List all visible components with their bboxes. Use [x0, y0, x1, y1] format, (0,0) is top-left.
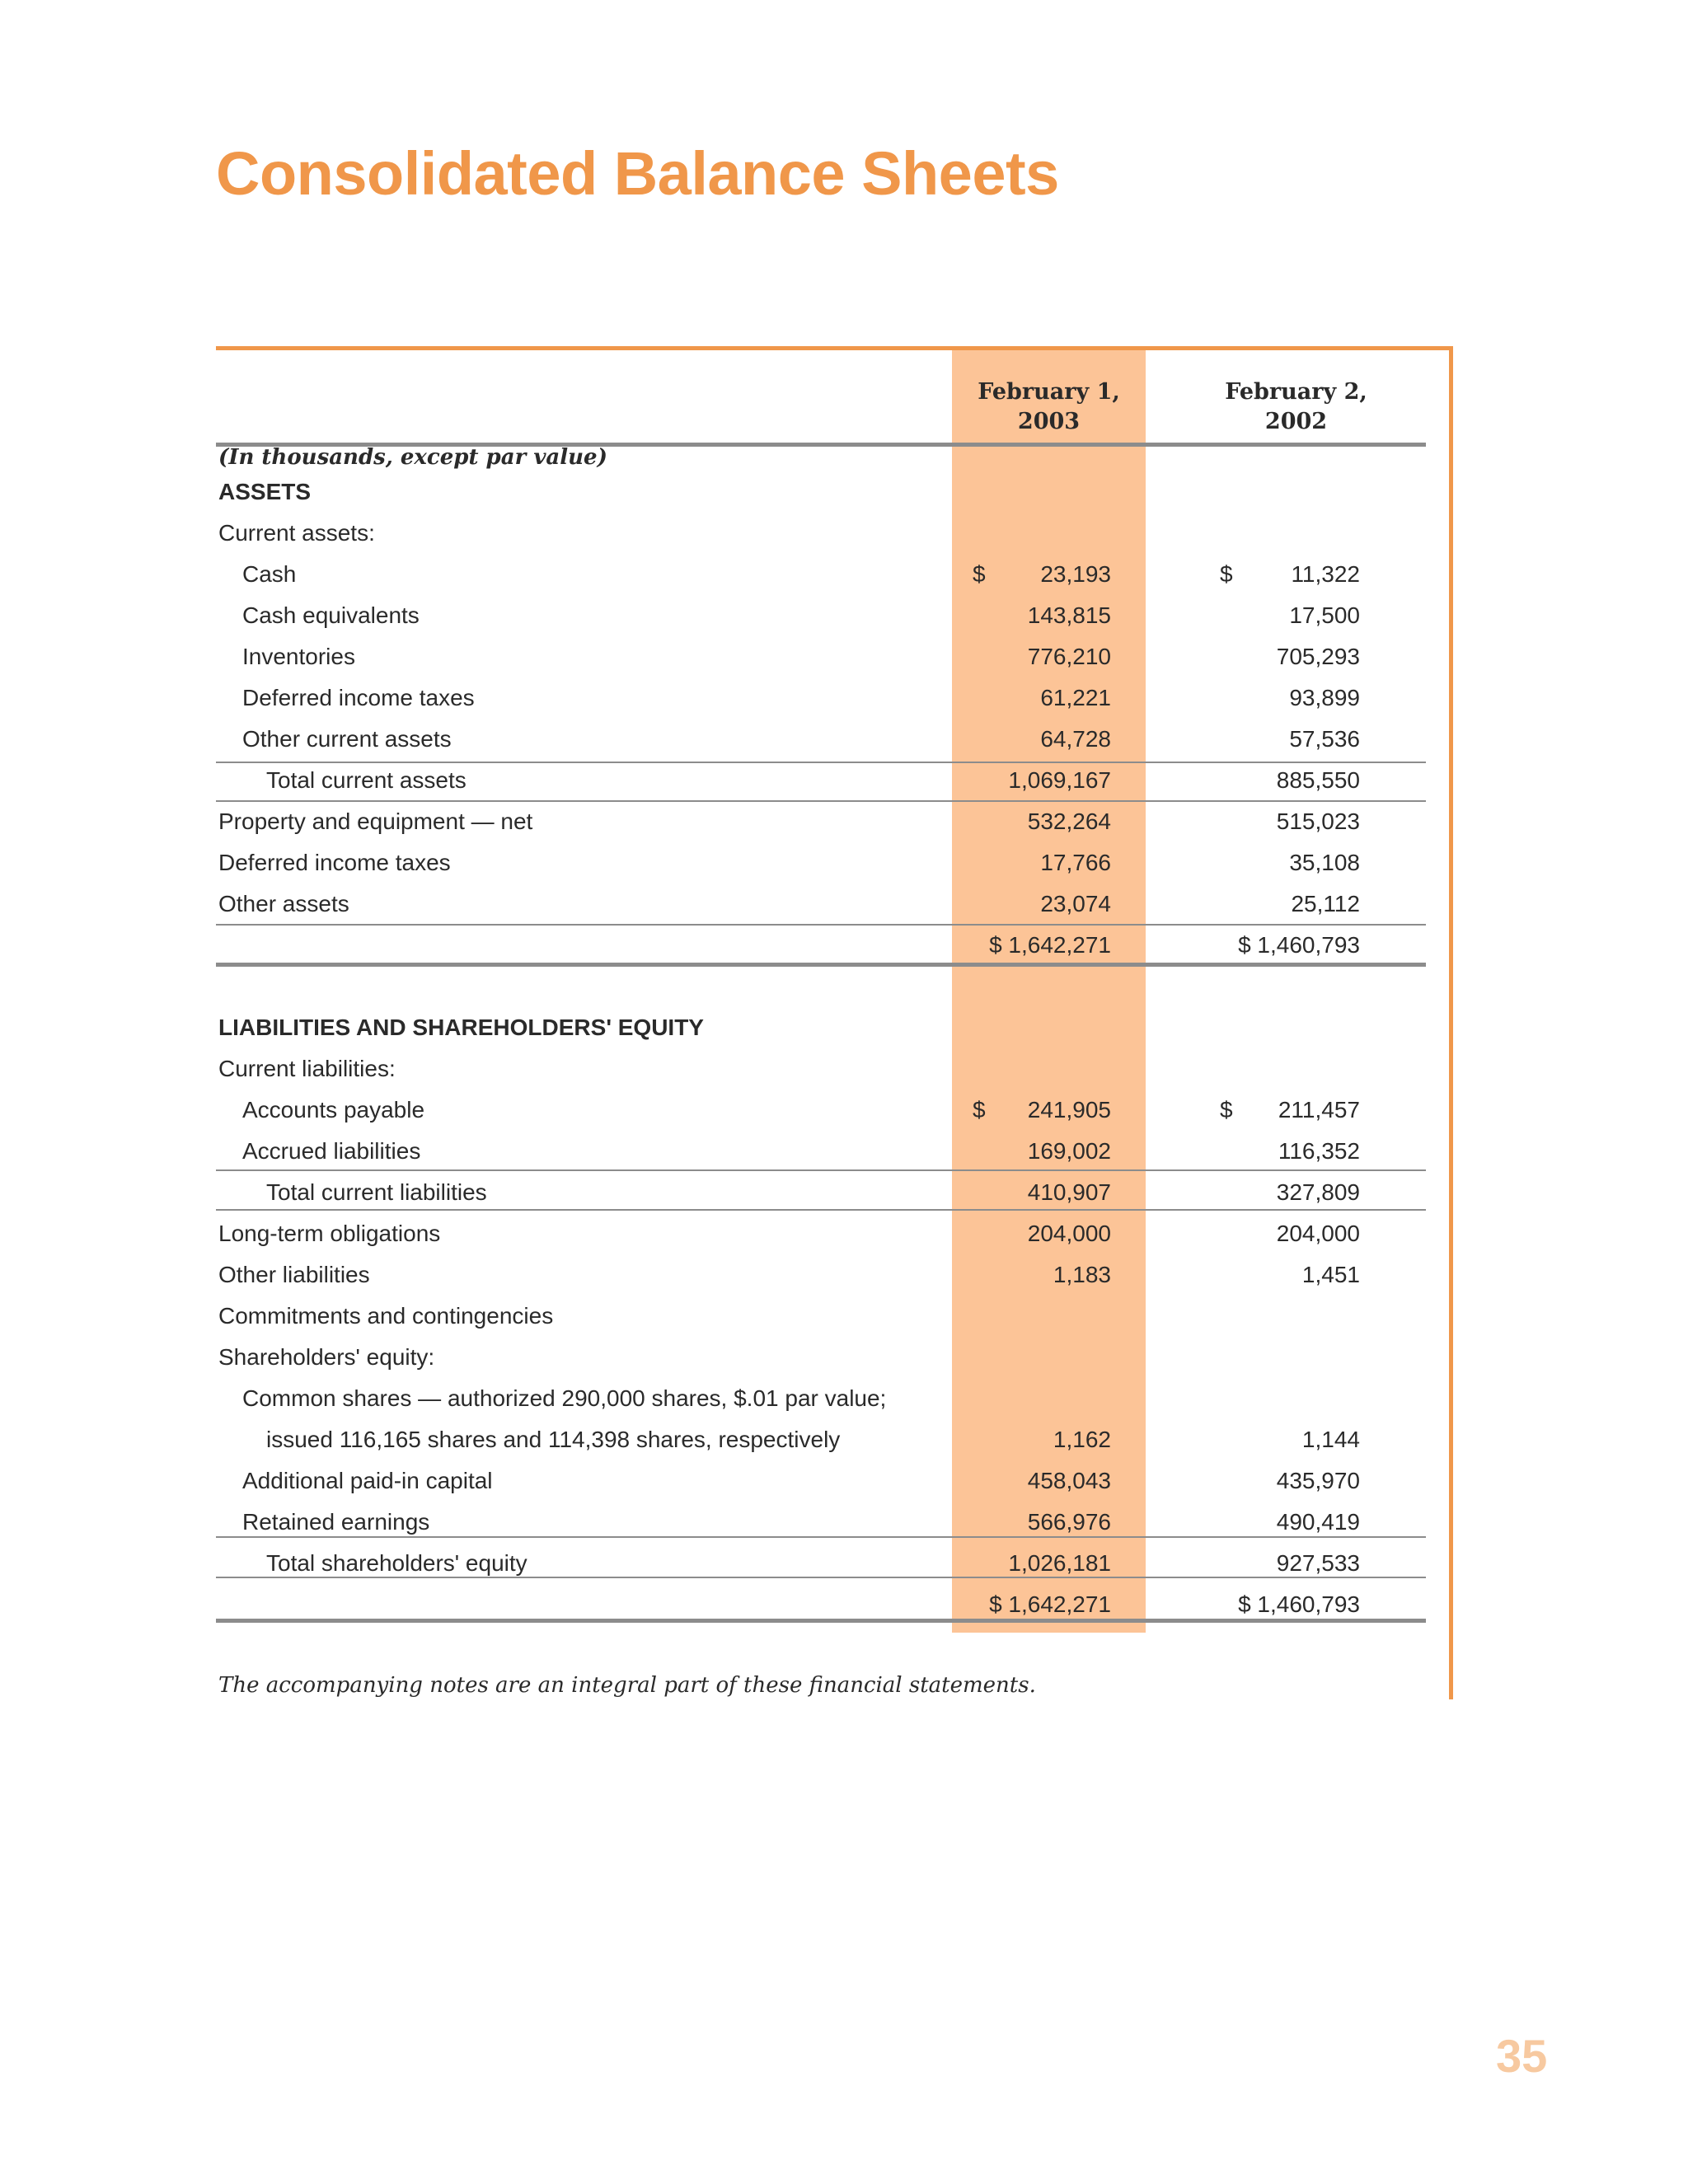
value-2002: 885,550 [1276, 767, 1360, 793]
rule-current-assets [216, 762, 1426, 763]
value-2003: $ 1,642,271 [989, 1591, 1111, 1617]
table-row [0, 925, 1688, 966]
column-header-2002-line1: February 2, [1225, 379, 1367, 405]
value-2003: 1,162 [1053, 1427, 1111, 1452]
table-row [0, 1131, 1688, 1172]
row-label: Accounts payable [242, 1097, 425, 1122]
value-2003: 532,264 [1027, 808, 1111, 834]
table-row [0, 554, 1688, 595]
row-label: Shareholders' equity: [218, 1344, 435, 1370]
row-label: Deferred income taxes [218, 850, 451, 875]
value-2003: 23,074 [1040, 891, 1111, 916]
row-label: Common shares — authorized 290,000 shares, $.01 par value; [242, 1385, 887, 1411]
dollar-sign: $ [973, 1097, 986, 1122]
value-2003: 1,026,181 [1008, 1550, 1111, 1576]
value-2002: 25,112 [1291, 891, 1360, 916]
table-row [0, 636, 1688, 677]
row-label: LIABILITIES AND SHAREHOLDERS' EQUITY [218, 1015, 704, 1040]
units-note: (In thousands, except par value) [218, 445, 607, 470]
row-label: Inventories [242, 644, 355, 669]
table-row [0, 883, 1688, 925]
value-2002: 57,536 [1289, 726, 1360, 752]
value-2002: 705,293 [1276, 644, 1360, 669]
row-label: Commitments and contingencies [218, 1303, 554, 1329]
table-row [0, 1296, 1688, 1337]
rule-total-liabilities-equity [216, 1619, 1426, 1623]
table-row [0, 801, 1688, 842]
row-label: ASSETS [218, 479, 312, 504]
row-label: Retained earnings [242, 1509, 430, 1535]
table-row [0, 1007, 1688, 1048]
row-label: Total shareholders' equity [266, 1550, 528, 1576]
value-2003: 61,221 [1040, 685, 1111, 710]
table-row [0, 1254, 1688, 1296]
value-2003: 143,815 [1027, 602, 1111, 628]
column-header-2003-line2: 2003 [1017, 409, 1081, 434]
table-row [0, 1172, 1688, 1213]
dollar-sign: $ [1220, 1097, 1233, 1122]
table-row [0, 1378, 1688, 1419]
rule-total-current-assets [216, 800, 1426, 802]
table-row [0, 471, 1688, 513]
value-2003: 23,193 [1040, 561, 1111, 587]
value-2002: 515,023 [1276, 808, 1360, 834]
row-label: Current assets: [218, 520, 375, 546]
row-label: Property and equipment — net [218, 808, 533, 834]
rule-current-liabilities [216, 1169, 1426, 1171]
row-label: Total current liabilities [266, 1179, 487, 1205]
row-label: Total current assets [266, 767, 467, 793]
value-2002: 490,419 [1276, 1509, 1360, 1535]
value-2003: 204,000 [1027, 1221, 1111, 1246]
table-row [0, 677, 1688, 719]
rule-retained-earnings [216, 1536, 1426, 1538]
value-2003: 17,766 [1040, 850, 1111, 875]
value-2003: 1,183 [1053, 1262, 1111, 1287]
row-label: Additional paid-in capital [242, 1468, 493, 1493]
value-2003: 241,905 [1027, 1097, 1111, 1122]
value-2002: 11,322 [1291, 561, 1360, 587]
row-label: Other liabilities [218, 1262, 370, 1287]
table-row [0, 1337, 1688, 1378]
table-row [0, 1213, 1688, 1254]
row-label: Accrued liabilities [242, 1138, 421, 1164]
value-2002: $ 1,460,793 [1238, 932, 1360, 958]
value-2002: 93,899 [1289, 685, 1360, 710]
row-label: Current liabilities: [218, 1056, 396, 1081]
value-2003: 776,210 [1027, 644, 1111, 669]
value-2002: 1,144 [1301, 1427, 1360, 1452]
rule-total-current-liabilities [216, 1209, 1426, 1211]
row-label: Cash [242, 561, 297, 587]
table-row [0, 1048, 1688, 1090]
value-2002: 116,352 [1278, 1138, 1360, 1164]
page-title: Consolidated Balance Sheets [216, 139, 1059, 208]
value-2002: 927,533 [1276, 1550, 1360, 1576]
footnote: The accompanying notes are an integral part of these financial statements. [218, 1673, 1036, 1698]
table-row [0, 513, 1688, 554]
page-number: 35 [1496, 2030, 1548, 2082]
table-row [0, 1460, 1688, 1502]
value-2002: 17,500 [1289, 602, 1360, 628]
row-label: Other assets [218, 891, 349, 916]
column-header-2002-line2: 2002 [1264, 409, 1328, 434]
rule-total-assets [216, 963, 1426, 967]
value-2002: 204,000 [1276, 1221, 1360, 1246]
value-2002: 1,451 [1301, 1262, 1360, 1287]
value-2002: $ 1,460,793 [1238, 1591, 1360, 1617]
value-2002: 211,457 [1278, 1097, 1360, 1122]
row-label: Cash equivalents [242, 602, 420, 628]
value-2003: $ 1,642,271 [989, 932, 1111, 958]
dollar-sign: $ [973, 561, 986, 587]
table-row [0, 760, 1688, 801]
value-2003: 1,069,167 [1008, 767, 1111, 793]
value-2003: 64,728 [1040, 726, 1111, 752]
column-header-2003-line1: February 1, [978, 379, 1120, 405]
value-2002: 435,970 [1276, 1468, 1360, 1493]
dollar-sign: $ [1220, 561, 1233, 587]
value-2003: 458,043 [1027, 1468, 1111, 1493]
row-label: Other current assets [242, 726, 452, 752]
table-row [0, 1419, 1688, 1460]
value-2002: 327,809 [1276, 1179, 1360, 1205]
table-row [0, 842, 1688, 883]
rule-total-equity [216, 1577, 1426, 1578]
table-row [0, 595, 1688, 636]
column-header-2003 [952, 377, 1146, 437]
table-row [0, 719, 1688, 760]
value-2003: 410,907 [1027, 1179, 1111, 1205]
frame-top-border [216, 346, 1453, 350]
value-2002: 35,108 [1289, 850, 1360, 875]
column-header-2002 [1199, 377, 1393, 437]
table-row [0, 1090, 1688, 1131]
row-label: Long-term obligations [218, 1221, 441, 1246]
row-label: issued 116,165 shares and 114,398 shares, respectively [266, 1427, 841, 1452]
row-label: Deferred income taxes [242, 685, 475, 710]
rule-other-assets [216, 924, 1426, 926]
value-2003: 169,002 [1027, 1138, 1111, 1164]
value-2003: 566,976 [1027, 1509, 1111, 1535]
